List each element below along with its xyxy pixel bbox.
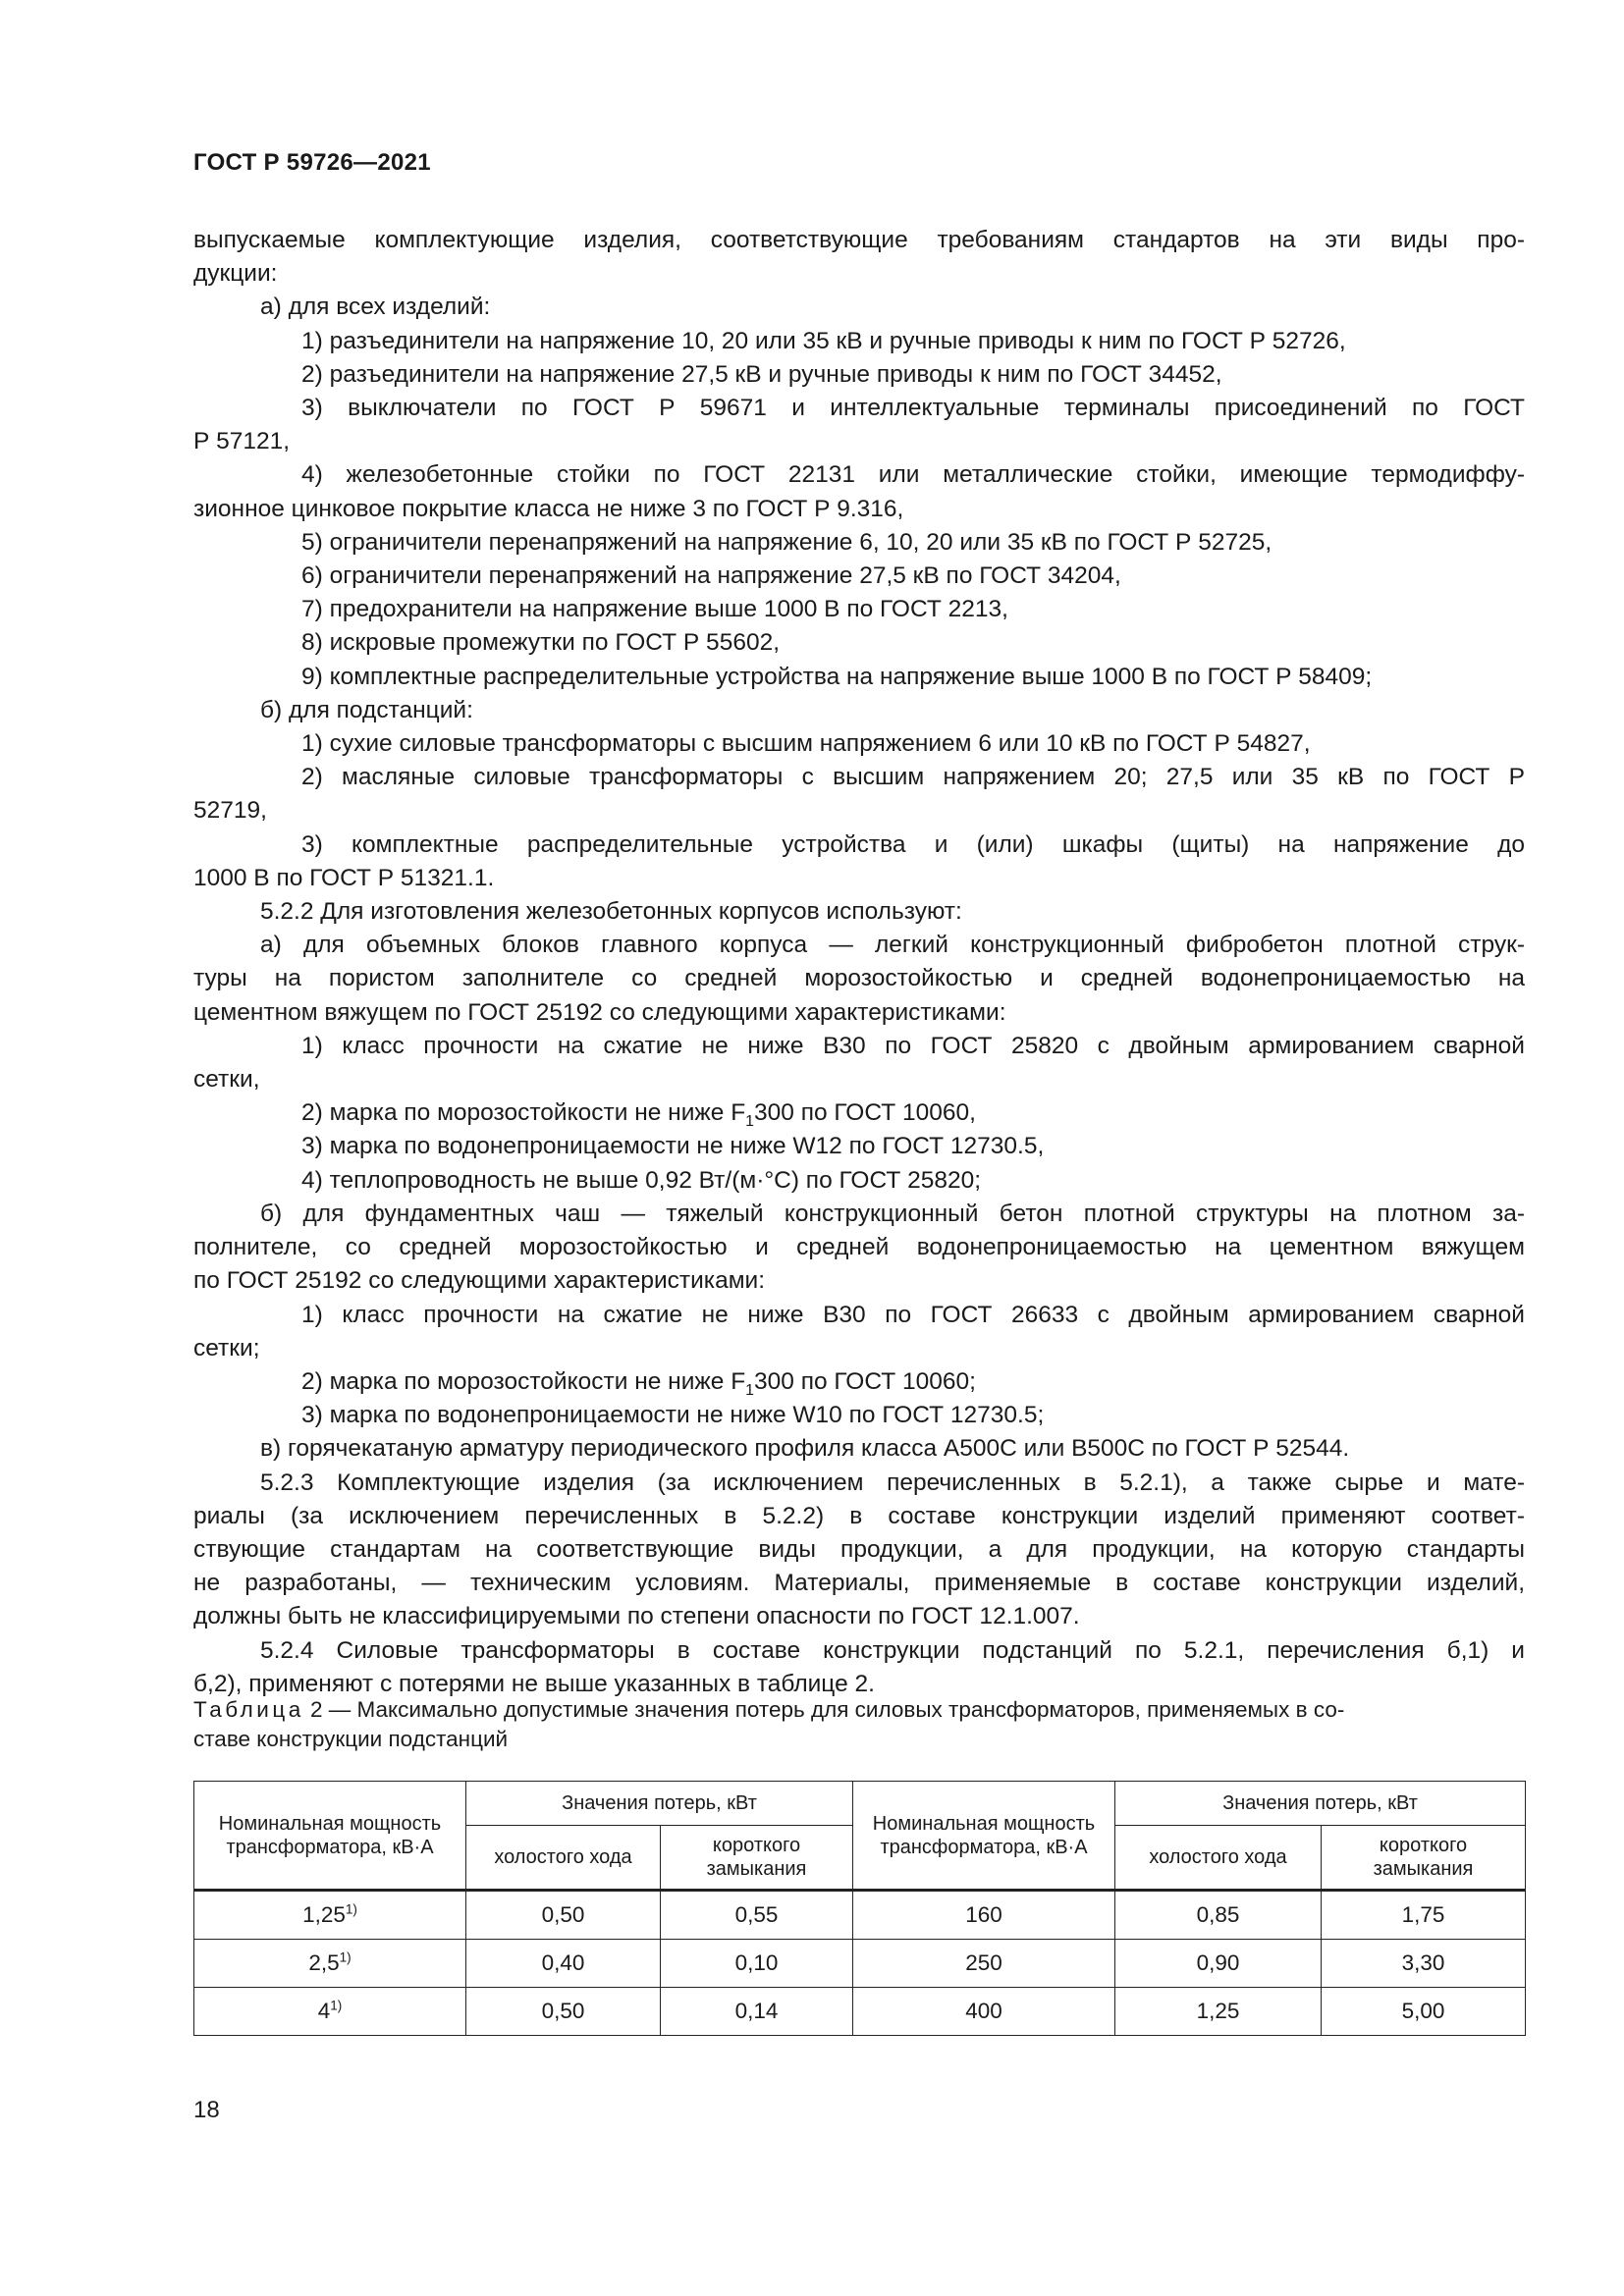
cell-short-loss: 0,55 [661, 1891, 853, 1940]
cell-short-loss: 0,10 [661, 1940, 853, 1988]
cell-idle-loss: 0,50 [466, 1988, 661, 2036]
text-line: б) для фундаментных чаш — тяжелый конструкционный бетон плотной структуры на плотном за- [260, 1200, 1525, 1227]
cell-power: 400 [853, 1988, 1115, 2036]
text-line: 2) масляные силовые трансформаторы с высшим напряжением 20; 27,5 или 35 кВ по ГОСТ Р [301, 764, 1525, 791]
text-line: 5) ограничители перенапряжений на напряжение 6, 10, 20 или 35 кВ по ГОСТ Р 52725, [301, 528, 1272, 556]
text-line: ствующие стандартам на соответствующие виды продукции, а для продукции, на которую стандарты [193, 1535, 1525, 1563]
cell-power: 1,25$^{1)}$ [194, 1891, 466, 1940]
text-line: 3) марка по водонепроницаемости не ниже W10 по ГОСТ 12730.5; [301, 1402, 1045, 1429]
text-line: б) для подстанций: [260, 696, 473, 723]
text-line: 2) марка по морозостойкости не ниже $F_1300$ по ГОСТ 10060, [301, 1099, 976, 1131]
text-line: 3) комплектные распределительные устройства и (или) шкафы (щиты) на напряжение до [301, 830, 1525, 858]
cell-power: 160 [853, 1891, 1115, 1940]
text-line: 8) искровые промежутки по ГОСТ Р 55602, [301, 629, 780, 657]
header-idle: холостого хода [1115, 1826, 1322, 1891]
header-idle: холостого хода [466, 1826, 661, 1891]
text-line: сетки; [193, 1334, 260, 1362]
text-line: 6) ограничители перенапряжений на напряжение 27,5 кВ по ГОСТ 34204, [301, 562, 1121, 590]
text-line: 5.2.3 Комплектующие изделия (за исключением перечисленных в 5.2.1), а также сырье и мате- [260, 1468, 1525, 1496]
text-line: должны быть не классифицируемыми по степени опасности по ГОСТ 12.1.007. [193, 1603, 1080, 1630]
text-line: 4) железобетонные стойки по ГОСТ 22131 или металлические стойки, имеющие термодиффу- [301, 461, 1525, 489]
text-line: б,2), применяют с потерями не выше указанных в таблице 2. [193, 1670, 875, 1697]
text-line: 1) класс прочности на сжатие не ниже В30 по ГОСТ 26633 с двойным армированием сварной [301, 1301, 1525, 1328]
text-line: в) горячекатаную арматуру периодического профиля класса А500С или В500С по ГОСТ Р 52544. [260, 1435, 1350, 1463]
cell-short-loss: 5,00 [1322, 1988, 1526, 2036]
page-number: 18 [193, 2097, 220, 2123]
cell-power: 250 [853, 1940, 1115, 1988]
text-line: сетки, [193, 1066, 260, 1094]
text-line: цементном вяжущем по ГОСТ 25192 со следующими характеристиками: [193, 998, 1006, 1026]
header-rated-power: Номинальная мощность трансформатора, кВ·А [853, 1782, 1115, 1891]
cell-idle-loss: 0,40 [466, 1940, 661, 1988]
cell-short-loss: 3,30 [1322, 1940, 1526, 1988]
text-line: 4) теплопроводность не выше 0,92 Вт/(м·°С) по ГОСТ 25820; [301, 1166, 982, 1194]
header-short-circuit: короткого замыкания [661, 1826, 853, 1891]
text-line: зионное цинковое покрытие класса не ниже 3 по ГОСТ Р 9.316, [193, 495, 904, 522]
document-code-header: ГОСТ Р 59726—2021 [193, 149, 431, 176]
cell-idle-loss: 1,25 [1115, 1988, 1322, 2036]
text-line: 2) марка по морозостойкости не ниже $F_1300$ по ГОСТ 10060; [301, 1367, 976, 1399]
text-line: 5.2.4 Силовые трансформаторы в составе конструкции подстанций по 5.2.1, перечисления б,1) и [260, 1636, 1525, 1664]
text-line: 7) предохранители на напряжение выше 1000 В по ГОСТ 2213, [301, 596, 1008, 623]
text-line: по ГОСТ 25192 со следующими характеристиками: [193, 1267, 766, 1295]
header-losses: Значения потерь, кВт [466, 1782, 853, 1826]
text-line: 5.2.2 Для изготовления железобетонных корпусов используют: [260, 898, 962, 926]
body-text [193, 224, 1525, 1701]
header-losses: Значения потерь, кВт [1115, 1782, 1526, 1826]
table-caption: Таблица 2 — Максимально допустимые значения потерь для силовых трансформаторов, применяемых в со- ставе конструкции подстанций [193, 1697, 1345, 1751]
header-rated-power: Номинальная мощность трансформатора, кВ·А [194, 1782, 466, 1891]
text-line: 3) марка по водонепроницаемости не ниже W12 по ГОСТ 12730.5, [301, 1133, 1045, 1160]
text-line: 1) сухие силовые трансформаторы с высшим напряжением 6 или 10 кВ по ГОСТ Р 54827, [301, 730, 1311, 758]
text-line: полнителе, со средней морозостойкостью и средней водонепроницаемостью на цементном вяжущем [193, 1234, 1525, 1261]
cell-short-loss: 1,75 [1322, 1891, 1526, 1940]
cell-idle-loss: 0,85 [1115, 1891, 1322, 1940]
text-line: не разработаны, — техническим условиям. Материалы, применяемые в составе конструкции изделий, [193, 1570, 1525, 1597]
header-short-circuit: короткого замыкания [1322, 1826, 1526, 1891]
table-row [194, 1891, 1526, 1940]
text-line: 1000 В по ГОСТ Р 51321.1. [193, 864, 495, 891]
text-line: 52719, [193, 797, 267, 825]
text-line: 1) разъединители на напряжение 10, 20 или 35 кВ и ручные приводы к ним по ГОСТ Р 52726, [301, 327, 1346, 354]
cell-power: 4$^{1)}$ [194, 1988, 466, 2036]
table-caption-label: Таблица [193, 1697, 304, 1722]
text-line: 1) класс прочности на сжатие не ниже В30 по ГОСТ 25820 с двойным армированием сварной [301, 1032, 1525, 1059]
text-line: риалы (за исключением перечисленных в 5.2.2) в составе конструкции изделий применяют соответ- [193, 1502, 1525, 1529]
cell-idle-loss: 0,90 [1115, 1940, 1322, 1988]
cell-idle-loss: 0,50 [466, 1891, 661, 1940]
text-line: а) для всех изделий: [260, 294, 491, 321]
cell-short-loss: 0,14 [661, 1988, 853, 2036]
text-line: дукции: [193, 260, 278, 288]
text-line: 2) разъединители на напряжение 27,5 кВ и ручные приводы к ним по ГОСТ 34452, [301, 360, 1222, 388]
text-line: туры на пористом заполнителе со средней морозостойкостью и средней водонепроницаемостью на [193, 965, 1525, 992]
text-line: Р 57121, [193, 428, 291, 455]
table-row [194, 1988, 1526, 2036]
transformer-losses-table [193, 1781, 1526, 2036]
text-line: 3) выключатели по ГОСТ Р 59671 и интеллектуальные терминалы присоединений по ГОСТ [301, 395, 1525, 422]
text-line: 9) комплектные распределительные устройства на напряжение выше 1000 В по ГОСТ Р 58409; [301, 663, 1373, 690]
text-line: выпускаемые комплектующие изделия, соответствующие требованиям стандартов на эти виды про- [193, 227, 1525, 253]
cell-power: 2,5$^{1)}$ [194, 1940, 466, 1988]
table-row [194, 1940, 1526, 1988]
text-line: а) для объемных блоков главного корпуса — легкий конструкционный фибробетон плотной струк- [260, 932, 1525, 959]
